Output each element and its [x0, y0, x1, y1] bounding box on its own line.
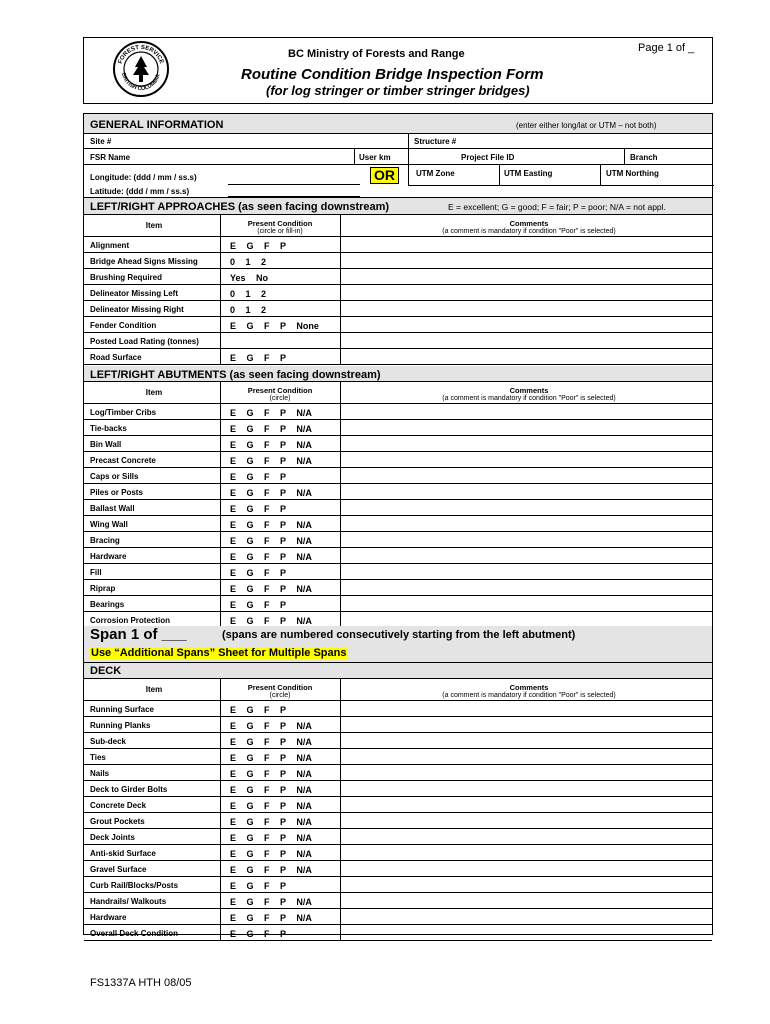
- table-row: [84, 436, 712, 452]
- span-highlight-row: [84, 646, 712, 663]
- comment-cell[interactable]: [341, 797, 712, 812]
- condition-options[interactable]: E G F P N/A: [230, 769, 312, 779]
- row-item-label: Alignment: [90, 241, 130, 250]
- condition-options[interactable]: E G F P: [230, 881, 287, 891]
- site-row: [84, 134, 712, 149]
- svg-text:BRITISH COLUMBIA: BRITISH COLUMBIA: [120, 72, 162, 93]
- comment-cell[interactable]: [341, 813, 712, 828]
- col-item: Item: [145, 685, 163, 694]
- comment-cell[interactable]: [341, 468, 712, 483]
- utm-zone-field[interactable]: UTM Zone: [416, 169, 455, 178]
- or-label: OR: [370, 167, 399, 184]
- comment-cell[interactable]: [341, 749, 712, 764]
- row-item-label: Fender Condition: [90, 321, 157, 330]
- deck-colheads: [84, 679, 712, 701]
- row-item-label: Fill: [90, 568, 102, 577]
- abutments-header: LEFT/RIGHT ABUTMENTS (as seen facing downstream): [84, 366, 712, 382]
- deck-header: DECK: [84, 663, 712, 679]
- table-row: [84, 797, 712, 813]
- comment-cell[interactable]: [341, 909, 712, 924]
- condition-options[interactable]: E G F P N/A: [230, 737, 312, 747]
- table-row: [84, 253, 712, 269]
- table-row: [84, 548, 712, 564]
- comment-cell[interactable]: [341, 333, 712, 348]
- table-row: [84, 516, 712, 532]
- user-km-field[interactable]: User km: [359, 153, 391, 162]
- row-item-label: Running Surface: [90, 705, 155, 714]
- ministry-name: BC Ministry of Forests and Range: [288, 48, 465, 60]
- row-item-label: Hardware: [90, 552, 127, 561]
- row-item-label: Wing Wall: [90, 520, 128, 529]
- row-item-label: Tie-backs: [90, 424, 127, 433]
- utm-easting-field[interactable]: UTM Easting: [504, 169, 553, 178]
- col-item: Item: [145, 388, 163, 397]
- comment-cell[interactable]: [341, 845, 712, 860]
- row-item-label: Concrete Deck: [90, 801, 147, 810]
- page-number: Page 1 of _: [638, 42, 695, 54]
- col-comments: Comments (a comment is mandatory if condition "Poor" is selected): [442, 683, 616, 699]
- table-row: [84, 420, 712, 436]
- row-item-label: Bin Wall: [90, 440, 122, 449]
- latitude-field[interactable]: Latitude: (ddd / mm / ss.s): [90, 187, 190, 196]
- condition-options[interactable]: E G F P N/A: [230, 616, 312, 626]
- condition-options[interactable]: E G F P N/A: [230, 520, 312, 530]
- condition-options[interactable]: E G F P N/A: [230, 801, 312, 811]
- svg-text:FOREST SERVICE: FOREST SERVICE: [117, 44, 165, 65]
- row-item-label: Overall Deck Condition: [90, 929, 179, 938]
- condition-options[interactable]: 0 1 2: [230, 289, 267, 299]
- condition-options[interactable]: E G F P N/A: [230, 552, 312, 562]
- condition-options[interactable]: E G F P N/A: [230, 913, 312, 923]
- condition-options[interactable]: E G F P N/A: [230, 721, 312, 731]
- comment-cell[interactable]: [341, 564, 712, 579]
- condition-options[interactable]: E G F P N/A: [230, 488, 312, 498]
- condition-options[interactable]: Yes No: [230, 273, 269, 283]
- condition-options[interactable]: E G F P N/A: [230, 897, 312, 907]
- row-item-label: Bearings: [90, 600, 125, 609]
- comment-cell[interactable]: [341, 580, 712, 595]
- table-row: [84, 285, 712, 301]
- comment-cell[interactable]: [341, 404, 712, 419]
- table-row: [84, 829, 712, 845]
- site-field[interactable]: Site #: [90, 137, 112, 146]
- comment-cell[interactable]: [341, 532, 712, 547]
- condition-options[interactable]: E G F P N/A: [230, 456, 312, 466]
- table-row: [84, 404, 712, 420]
- condition-options[interactable]: E G F P N/A: [230, 865, 312, 875]
- row-item-label: Brushing Required: [90, 273, 163, 282]
- condition-options[interactable]: E G F P: [230, 929, 287, 939]
- table-row: [84, 749, 712, 765]
- condition-options[interactable]: E G F P: [230, 472, 287, 482]
- condition-options[interactable]: E G F P N/A: [230, 424, 312, 434]
- condition-options[interactable]: 0 1 2: [230, 305, 267, 315]
- comment-cell[interactable]: [341, 349, 712, 364]
- table-row: [84, 333, 712, 349]
- comment-cell[interactable]: [341, 781, 712, 796]
- col-comments: Comments (a comment is mandatory if condition "Poor" is selected): [442, 386, 616, 402]
- comment-cell[interactable]: [341, 436, 712, 451]
- comment-cell[interactable]: [341, 717, 712, 732]
- condition-options[interactable]: E G F P N/A: [230, 440, 312, 450]
- row-item-label: Road Surface: [90, 353, 142, 362]
- table-row: [84, 237, 712, 253]
- row-item-label: Delineator Missing Left: [90, 289, 179, 298]
- inspection-form: [83, 113, 713, 939]
- col-comments: Comments (a comment is mandatory if condition "Poor" is selected): [442, 219, 616, 235]
- form-title: Routine Condition Bridge Inspection Form: [241, 66, 544, 83]
- row-item-label: Nails: [90, 769, 110, 778]
- condition-options[interactable]: E G F P: [230, 600, 287, 610]
- row-item-label: Anti-skid Surface: [90, 849, 156, 858]
- condition-options[interactable]: E G F P N/A: [230, 785, 312, 795]
- table-row: [84, 717, 712, 733]
- row-item-label: Precast Concrete: [90, 456, 156, 465]
- table-row: [84, 596, 712, 612]
- comment-cell[interactable]: [341, 285, 712, 300]
- comment-cell[interactable]: [341, 765, 712, 780]
- comment-cell[interactable]: [341, 516, 712, 531]
- condition-options[interactable]: E G F P: [230, 568, 287, 578]
- col-condition: Present Condition (circle): [247, 683, 313, 699]
- fsr-row: [84, 149, 712, 165]
- table-row: [84, 580, 712, 596]
- forest-service-seal-icon: [112, 40, 170, 98]
- condition-options[interactable]: E G F P N/A: [230, 833, 312, 843]
- table-row: [84, 893, 712, 909]
- condition-options[interactable]: E G F P None: [230, 321, 319, 331]
- table-row: [84, 301, 712, 317]
- condition-legend: E = excellent; G = good; F = fair; P = poor; N/A = not appl.: [448, 202, 666, 212]
- form-code: FS1337A HTH 08/05: [90, 977, 192, 989]
- abutments-colheads: [84, 382, 712, 404]
- comment-cell[interactable]: [341, 452, 712, 467]
- comment-cell[interactable]: [341, 925, 712, 940]
- table-row: [84, 765, 712, 781]
- comment-cell[interactable]: [341, 269, 712, 284]
- row-item-label: Caps or Sills: [90, 472, 139, 481]
- general-info-note: (enter either long/lat or UTM – not both): [516, 121, 657, 130]
- comment-cell[interactable]: [341, 301, 712, 316]
- condition-options[interactable]: E G F P N/A: [230, 753, 312, 763]
- longitude-field[interactable]: Longitude: (ddd / mm / ss.s): [90, 173, 197, 182]
- condition-options[interactable]: E G F P N/A: [230, 849, 312, 859]
- table-row: [84, 861, 712, 877]
- row-item-label: Delineator Missing Right: [90, 305, 184, 314]
- table-row: [84, 349, 712, 365]
- row-item-label: Sub-deck: [90, 737, 127, 746]
- comment-cell[interactable]: [341, 253, 712, 268]
- row-item-label: Bridge Ahead Signs Missing: [90, 257, 198, 266]
- row-item-label: Piles or Posts: [90, 488, 143, 497]
- col-condition: Present Condition (circle or fill-in): [247, 219, 313, 235]
- table-row: [84, 733, 712, 749]
- row-item-label: Posted Load Rating (tonnes): [90, 337, 199, 346]
- row-item-label: Grout Pockets: [90, 817, 145, 826]
- comment-cell[interactable]: [341, 612, 712, 627]
- branch-field[interactable]: Branch: [630, 153, 658, 162]
- table-row: [84, 564, 712, 580]
- comment-cell[interactable]: [341, 500, 712, 515]
- comment-cell[interactable]: [341, 548, 712, 563]
- table-row: [84, 813, 712, 829]
- table-row: [84, 452, 712, 468]
- row-item-label: Riprap: [90, 584, 116, 593]
- form-subtitle: (for log stringer or timber stringer bridges): [266, 83, 530, 98]
- comment-cell[interactable]: [341, 317, 712, 332]
- condition-options[interactable]: E G F P N/A: [230, 536, 312, 546]
- row-item-label: Ties: [90, 753, 106, 762]
- condition-options[interactable]: E G F P: [230, 504, 287, 514]
- approaches-colheads: [84, 215, 712, 237]
- condition-options[interactable]: E G F P: [230, 353, 287, 363]
- approaches-header: LEFT/RIGHT APPROACHES (as seen facing downstream) E = excellent; G = good; F = fair; P = poor; N/A = not appl.: [84, 198, 712, 215]
- col-item: Item: [145, 221, 163, 230]
- row-item-label: Handrails/ Walkouts: [90, 897, 167, 906]
- condition-options[interactable]: E G F P N/A: [230, 817, 312, 827]
- structure-field[interactable]: Structure #: [414, 137, 457, 146]
- comment-cell[interactable]: [341, 420, 712, 435]
- table-row: [84, 532, 712, 548]
- comment-cell[interactable]: [341, 484, 712, 499]
- row-item-label: Bracing: [90, 536, 120, 545]
- span-note: (spans are numbered consecutively starting from the left abutment): [222, 629, 576, 641]
- table-row: [84, 877, 712, 893]
- comment-cell[interactable]: [341, 877, 712, 892]
- utm-northing-field[interactable]: UTM Northing: [606, 169, 659, 178]
- condition-options[interactable]: E G F P N/A: [230, 408, 312, 418]
- row-item-label: Deck to Girder Bolts: [90, 785, 168, 794]
- additional-spans-note: Use “Additional Spans” Sheet for Multiple Spans: [91, 647, 347, 659]
- row-item-label: Log/Timber Cribs: [90, 408, 157, 417]
- span-header: [84, 626, 712, 646]
- row-item-label: Gravel Surface: [90, 865, 147, 874]
- table-row: [84, 845, 712, 861]
- comment-cell[interactable]: [341, 861, 712, 876]
- comment-cell[interactable]: [341, 701, 712, 716]
- span-title: Span 1 of ___: [90, 626, 187, 643]
- row-item-label: Ballast Wall: [90, 504, 135, 513]
- table-row: [84, 781, 712, 797]
- table-row: [84, 500, 712, 516]
- table-row: [84, 925, 712, 941]
- table-row: [84, 484, 712, 500]
- comment-cell[interactable]: [341, 829, 712, 844]
- comment-cell[interactable]: [341, 733, 712, 748]
- row-item-label: Hardware: [90, 913, 127, 922]
- coords-row: [84, 165, 712, 198]
- row-item-label: Deck Joints: [90, 833, 135, 842]
- condition-options[interactable]: E G F P: [230, 241, 287, 251]
- general-info-header: GENERAL INFORMATION (enter either long/lat or UTM – not both): [84, 114, 712, 134]
- table-row: [84, 269, 712, 285]
- row-item-label: Running Planks: [90, 721, 151, 730]
- row-item-label: Curb Rail/Blocks/Posts: [90, 881, 179, 890]
- table-row: [84, 701, 712, 717]
- project-file-field[interactable]: Project File ID: [461, 153, 515, 162]
- table-row: [84, 317, 712, 333]
- condition-options[interactable]: E G F P: [230, 705, 287, 715]
- table-row: [84, 909, 712, 925]
- row-item-label: Corrosion Protection: [90, 616, 171, 625]
- table-row: [84, 468, 712, 484]
- comment-cell[interactable]: [341, 237, 712, 252]
- condition-options[interactable]: E G F P N/A: [230, 584, 312, 594]
- comment-cell[interactable]: [341, 596, 712, 611]
- fsr-name-field[interactable]: FSR Name: [90, 153, 131, 162]
- comment-cell[interactable]: [341, 893, 712, 908]
- col-condition: Present Condition (circle): [247, 386, 313, 402]
- condition-options[interactable]: 0 1 2: [230, 257, 267, 267]
